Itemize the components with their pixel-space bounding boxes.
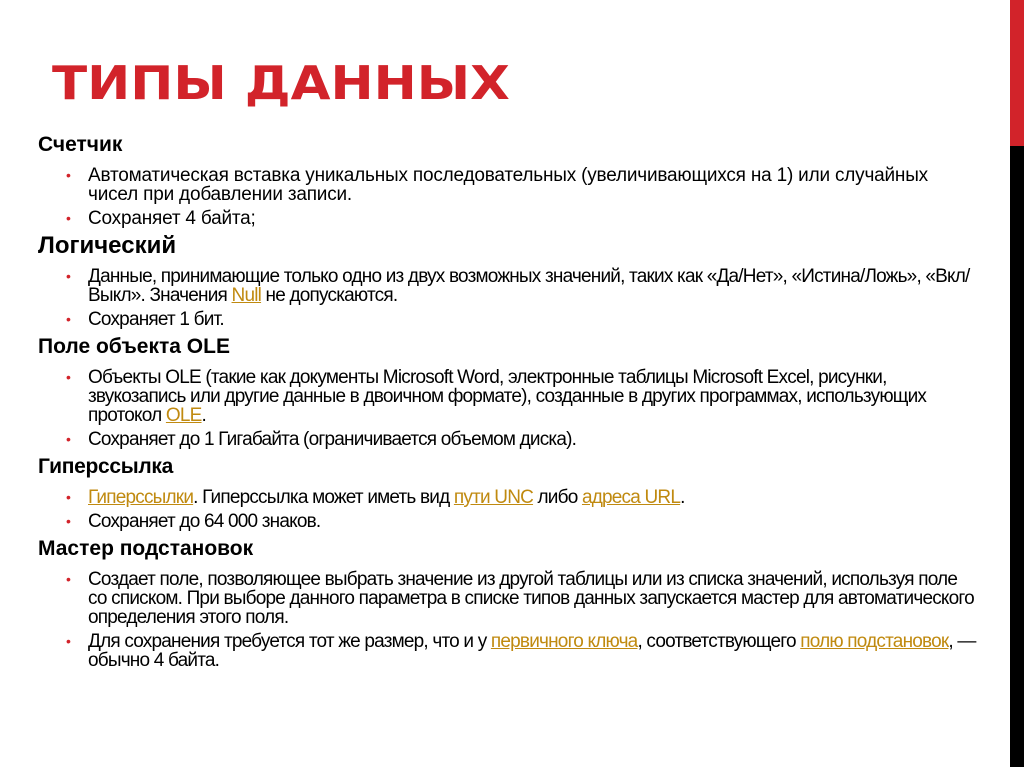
link-url-address[interactable]: адреса URL bbox=[581, 487, 681, 508]
link-hyperlinks[interactable]: Гиперссылки bbox=[88, 487, 194, 508]
bullet-item bbox=[66, 267, 978, 305]
link-ole[interactable]: OLE bbox=[165, 405, 202, 426]
section-heading-ole: Поле объекта OLE bbox=[38, 335, 230, 358]
bullet-text: либо bbox=[533, 487, 582, 508]
bullet-item: • Сохраняет до 1 Гигабайта (ограничивается объемом диска). bbox=[66, 430, 978, 449]
section-heading-counter: Счетчик bbox=[38, 133, 123, 156]
slide-title: ТИПЫ ДАННЫХ bbox=[52, 56, 510, 110]
bullet-item: • Автоматическая вставка уникальных последовательных (увеличивающихся на 1) или случайных чисел при добавлении записи. bbox=[66, 166, 978, 204]
bullet-text: Объекты OLE (такие как документы Microsoft Word, электронные таблицы Microsoft Excel, рисунки, звукозапись или другие данные в двоичном формате), созданные в других программах, использующих протокол bbox=[88, 367, 927, 426]
bullet-text: . bbox=[201, 405, 207, 426]
bullet-item: • Создает поле, позволяющее выбрать значение из другой таблицы или из списка значений, используя поле со списком. При выборе данного параметра в списке типов данных запускается мастер для автоматического определения этого поля. bbox=[66, 570, 978, 627]
bullet-list bbox=[38, 368, 978, 449]
bullet-text: . bbox=[680, 487, 685, 508]
bullet-text: . Гиперссылка может иметь вид bbox=[193, 487, 454, 508]
bullet-text: Данные, принимающие только одно из двух возможных значений, таких как «Да/Нет», «Истина/Ложь», «Вкл/Выкл». Значения bbox=[88, 266, 970, 306]
link-primary-key[interactable]: первичного ключа bbox=[490, 631, 638, 652]
bullet-item: • Сохраняет 1 бит. bbox=[66, 310, 978, 329]
bullet-list bbox=[38, 166, 978, 228]
bullet-list bbox=[38, 267, 978, 329]
bullet-list bbox=[38, 488, 978, 531]
link-null[interactable]: Null bbox=[231, 285, 262, 306]
section-heading-hyperlink: Гиперссылка bbox=[38, 455, 174, 478]
bullet-text: , — обычно 4 байта. bbox=[88, 631, 976, 671]
decorative-bar-red bbox=[1010, 0, 1024, 146]
section-heading-logical: Логический bbox=[38, 232, 177, 259]
bullet-text: не допускаются. bbox=[261, 285, 398, 306]
bullet-list bbox=[38, 570, 978, 670]
bullet-item bbox=[66, 368, 978, 425]
bullet-item: • Сохраняет до 64 000 знаков. bbox=[66, 512, 978, 531]
link-unc-path[interactable]: пути UNC bbox=[453, 487, 534, 508]
slide-content bbox=[38, 132, 978, 675]
bullet-item: • Сохраняет 4 байта; bbox=[66, 209, 978, 228]
section-heading-lookup-wizard: Мастер подстановок bbox=[38, 537, 254, 560]
bullet-item bbox=[66, 632, 978, 670]
bullet-text: Для сохранения требуется тот же размер, что и у bbox=[88, 631, 491, 652]
decorative-bar-black bbox=[1010, 146, 1024, 767]
bullet-text: , соответствующего bbox=[637, 631, 801, 652]
bullet-item bbox=[66, 488, 978, 507]
link-lookup-field[interactable]: полю подстановок bbox=[800, 631, 949, 652]
